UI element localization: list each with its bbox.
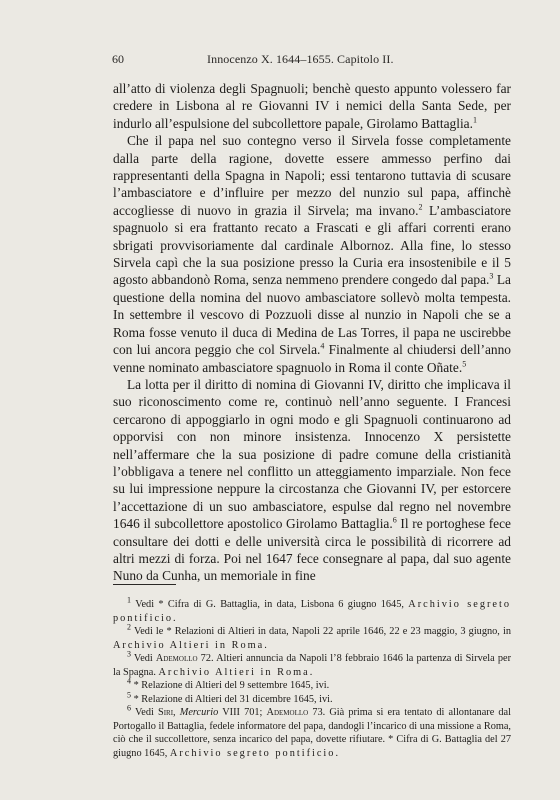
footnote-ref: 4 xyxy=(320,341,325,351)
footnote-ref: 2 xyxy=(418,202,423,212)
footnote: $^6$ Vedi Siri, Mercurio VIII 701; Ademollo 73. Già prima si era tentato di allontanare dal Portogallo il Battaglia, fedele informatore del papa, dandogli l’incarico di una missione a Roma, ciò che il succollettore, senza incarico del papa, dovette rifiutare. * Cifra di G. Battaglia del 27 giugno 1645, Archivio segreto pontificio. xyxy=(113,703,511,759)
footnote: $^5$ * Relazione di Altieri del 31 dicembre 1645, ivi. xyxy=(127,690,333,705)
page-header xyxy=(112,52,507,68)
footnote-ref: 5 xyxy=(462,359,467,369)
page-number: 60 xyxy=(112,52,124,66)
footnote-ref: 6 xyxy=(392,515,397,525)
footnote: $^1$ Vedi * Cifra di G. Battaglia, in data, Lisbona 6 giugno 1645, Archivio segreto pontificio. xyxy=(113,595,511,624)
footnote: $^3$ Vedi Ademollo 72. Altieri annuncia da Napoli l’8 febbraio 1646 la partenza di Sirvela per la Spagna. Archivio Altieri in Roma. xyxy=(113,649,511,678)
running-head: Innocenzo X. 1644–1655. Capitolo II. xyxy=(207,52,394,66)
paragraph-2: Che il papa nel suo contegno verso il Sirvela fosse completamente dalla parte della ragione, dovette essere ammesso perfino dai rappresentanti della Spagna in Napoli; essi tentarono tuttavia di scusare l’ambasciatore e d’influire per mezzo del nunzio sul papa, affinchè accogliesse di nuovo in grazia il Sirvela; ma invano.$^2$ L’ambasciatore spagnuolo si era frattanto recato a Frascati e gli affari correnti erano sbrigati provvisoriamente dal cardinale Albornoz. Alla fine, lo stesso Sirvela capì che la sua posizione presso la Curia era insostenibile e il 5 agosto abbandonò Roma, senza nemmeno prendere congedo dal papa.$^3$ La questione della nomina del nuovo ambasciatore sollevò molta tempesta. In settembre il vescovo di Pozzuoli disse al nunzio in Napoli che se a Roma fosse venuto il duca di Medina de Las Torres, il papa ne uscirebbe con lui ancora peggio che col Sirvela.$^4$ Finalmente al chiudersi dell’anno venne nominato ambasciatore spagnuolo in Roma il conte Oñate.$^5$ xyxy=(113,133,512,375)
footnote-ref: 3 xyxy=(489,272,494,281)
footnote: $^4$ * Relazione di Altieri del 9 settembre 1645, ivi. xyxy=(127,676,330,691)
paragraph-3: La lotta per il diritto di nomina di Giovanni IV, diritto che implicava il suo riconoscimento come re, continuò nell’anno seguente. I Francesi cercarono di appoggiarlo in ogni modo e gli Spagnuoli continuarono ad opporvisi con non minore insistenza. Innocenzo X persistette nell’affermare che la sua posizione di padre comune della cristianità l’obbligava a tenere nel conflitto un atteggiamento imparziale. Non fece su lui impressione neppure la circostanza che Giovanni IV, per estorcere l’accettazione di un suo ambasciatore, espulse dal regno nel novembre 1646 il subcollettore apostolico Girolamo Battaglia.$^6$ Il re portoghese fece consultare dei dotti e delle università circa le possibilità di ricorrere ad altri mezzi di forza. Poi nel 1647 fece consegnare al papa, dal suo agente Nuno da Cunha, un memoriale in fine xyxy=(113,376,511,584)
footnote-separator xyxy=(113,584,176,585)
footnote-ref: 1 xyxy=(472,115,477,125)
footnote: $^2$ Vedi le * Relazioni di Altieri in data, Napoli 22 aprile 1646, 22 e 23 maggio, 3 giugno, in Archivio Altieri in Roma. xyxy=(113,622,511,651)
paragraph-1: all’atto di violenza degli Spagnuoli; benchè questo appunto volessero far credere in Lisbona al re Giovanni IV i nemici della Santa Sede, per indurlo all’espulsione del subcollettore papale, Girolamo Battaglia.$^1$ xyxy=(113,81,511,131)
main-text xyxy=(113,80,511,585)
footnotes xyxy=(113,595,511,760)
